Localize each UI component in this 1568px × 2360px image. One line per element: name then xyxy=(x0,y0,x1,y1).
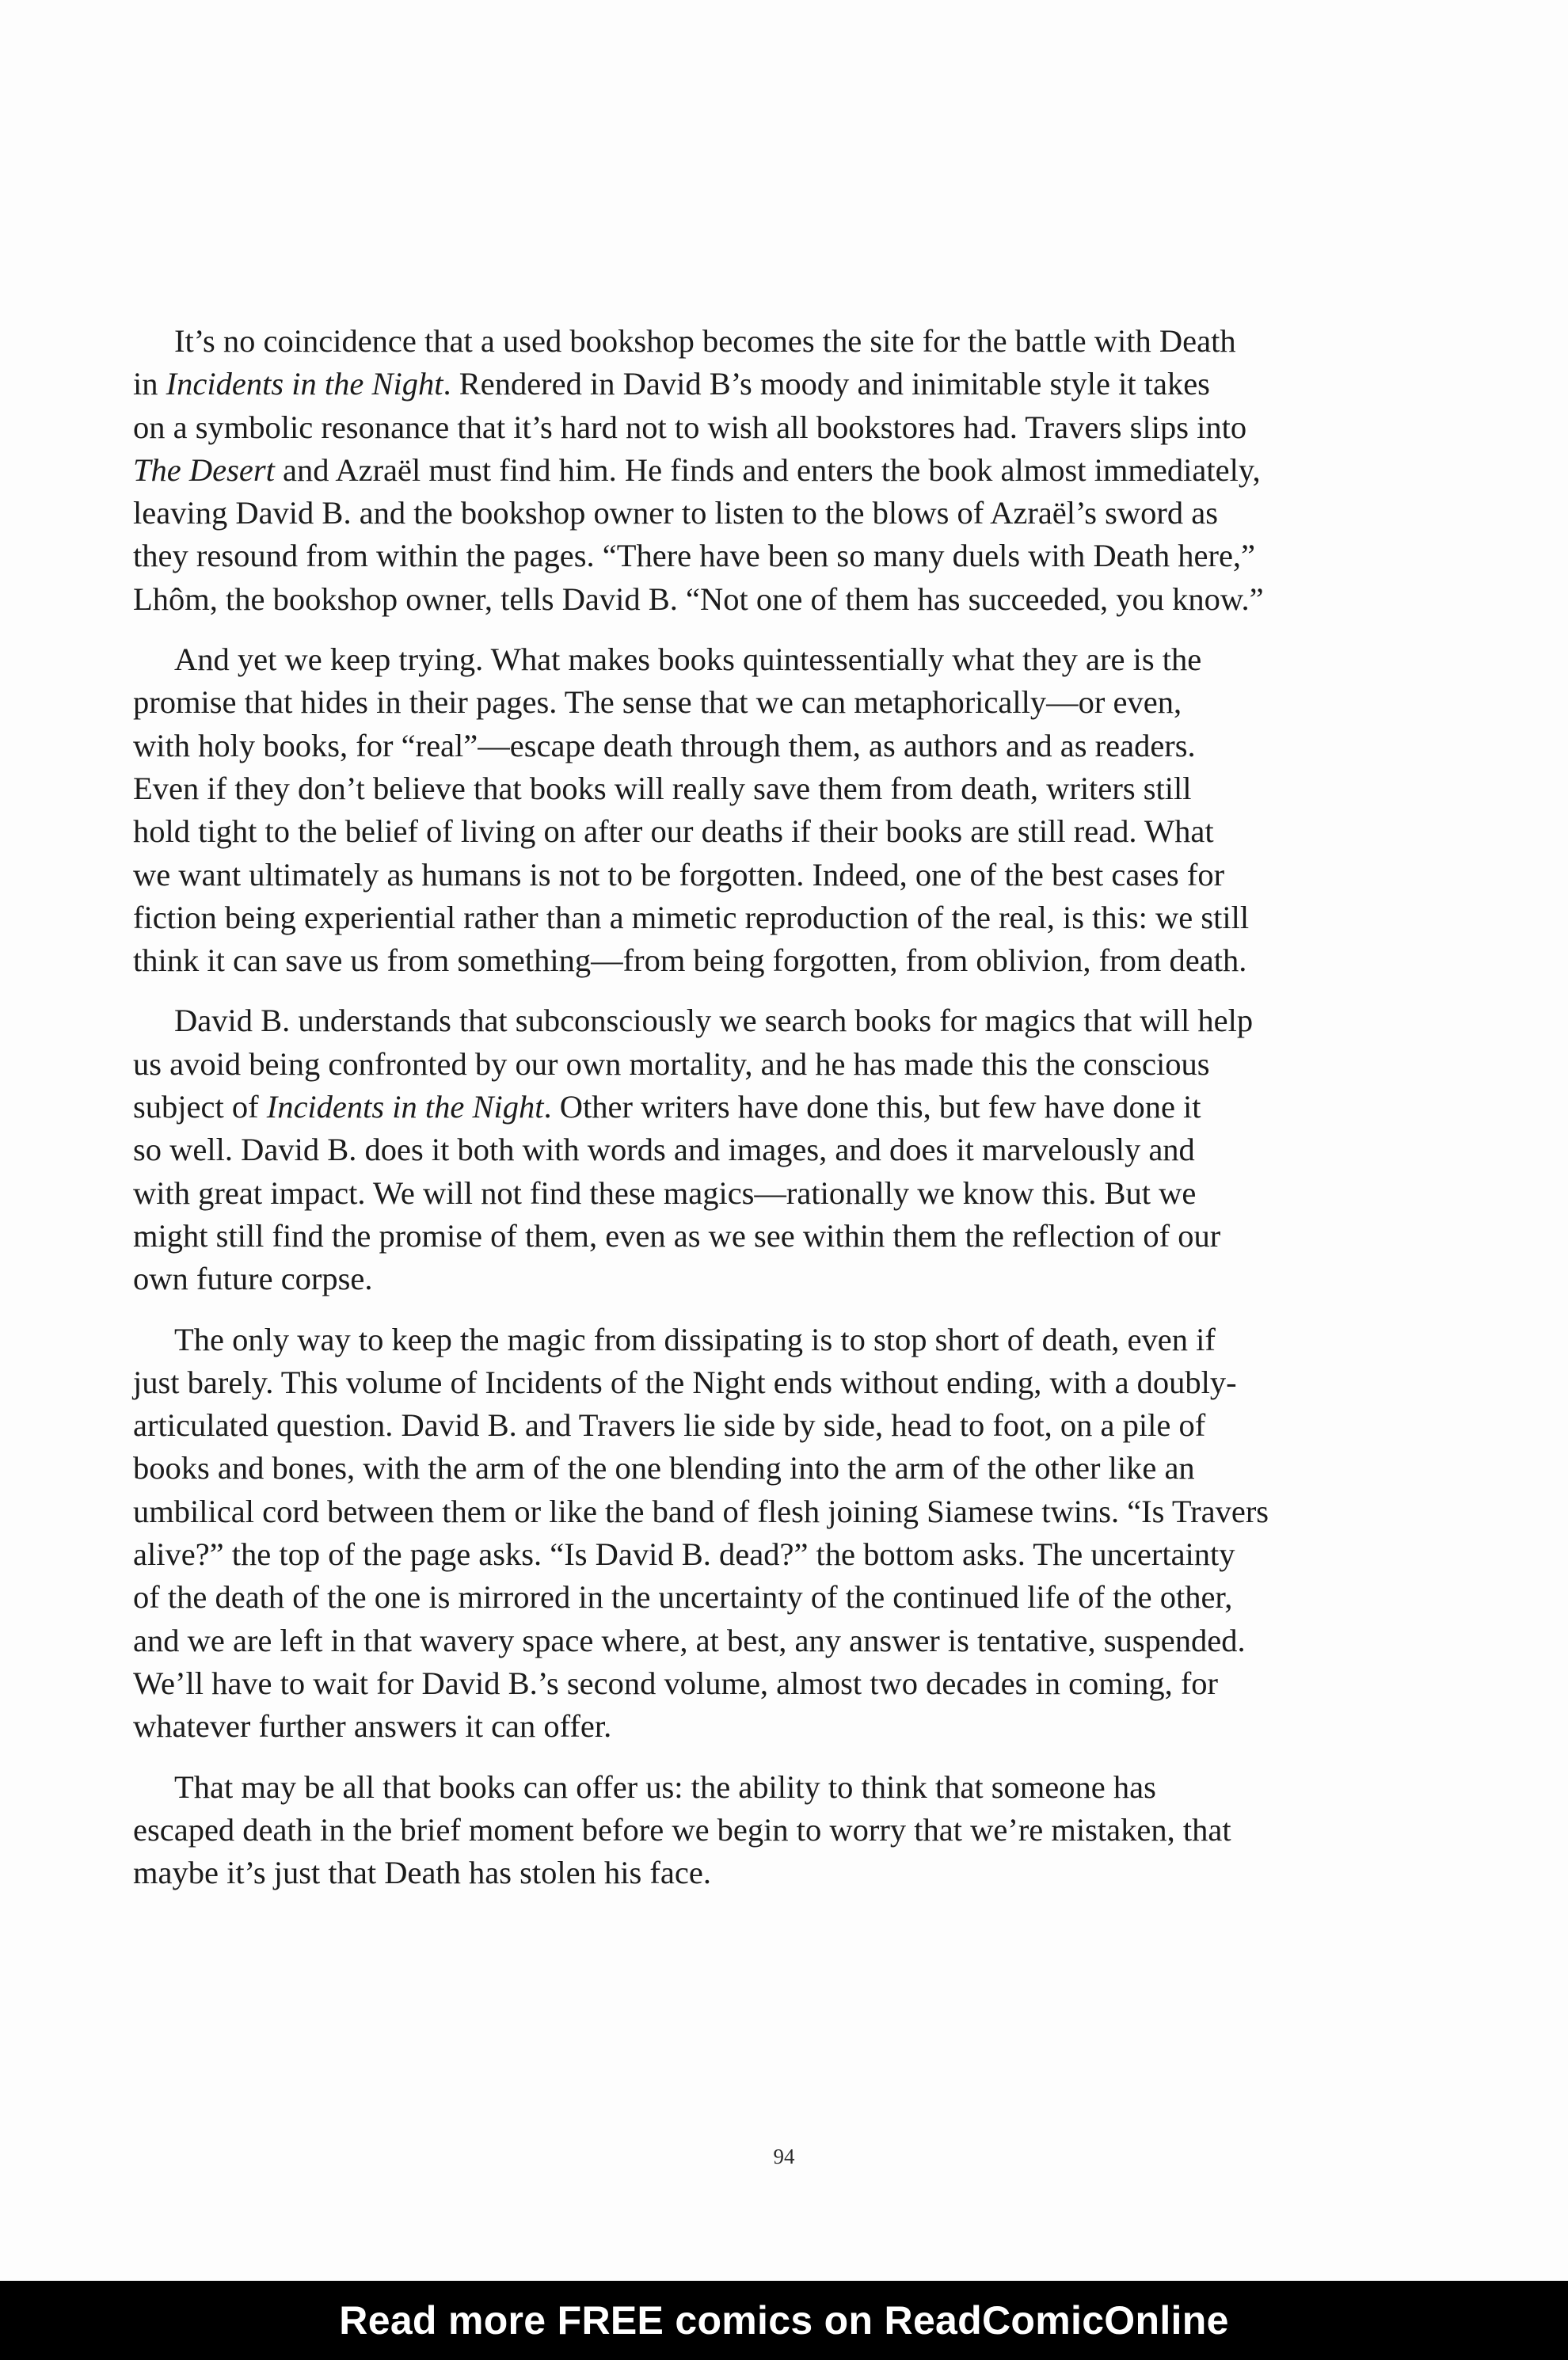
body-text xyxy=(133,320,1452,1912)
text-segment: Lhôm, the bookshop owner, tells David B. “Not one of them has succeeded, you know.” xyxy=(133,580,1264,617)
text-segment: with great impact. We will not find these magics—rationally we know this. But we xyxy=(133,1174,1197,1211)
italic-title: Incidents in the Night xyxy=(166,366,443,402)
text-segment: . Other writers have done this, but few have done it xyxy=(543,1089,1201,1125)
text-line xyxy=(133,1215,1452,1258)
text-line xyxy=(133,1576,1452,1619)
text-line xyxy=(133,1172,1452,1215)
text-line xyxy=(133,939,1452,982)
text-segment: books and bones, with the arm of the one blending into the arm of the other like an xyxy=(133,1450,1195,1486)
text-segment: on a symbolic resonance that it’s hard not to wish all bookstores had. Travers slips into xyxy=(133,409,1247,445)
text-line xyxy=(133,767,1452,810)
text-segment: The only way to keep the magic from dissipating is to stop short of death, even if xyxy=(174,1321,1216,1357)
text-segment: It’s no coincidence that a used bookshop becomes the site for the battle with Death xyxy=(174,323,1236,359)
text-line xyxy=(133,1766,1452,1809)
text-segment: and Azraël must find him. He finds and enters the book almost immediately, xyxy=(274,451,1261,488)
text-segment: leaving David B. and the bookshop owner to listen to the blows of Azraël’s sword as xyxy=(133,495,1219,531)
paragraph xyxy=(133,638,1452,982)
text-line xyxy=(133,854,1452,896)
text-segment: hold tight to the belief of living on after our deaths if their books are still read. What xyxy=(133,813,1214,850)
text-segment: with holy books, for “real”—escape death through them, as authors and as readers. xyxy=(133,727,1196,763)
text-line xyxy=(133,810,1452,853)
text-segment: they resound from within the pages. “There have been so many duels with Death here,” xyxy=(133,538,1256,574)
italic-title: The Desert xyxy=(133,451,275,488)
text-line xyxy=(133,1086,1452,1129)
text-segment: umbilical cord between them or like the band of flesh joining Siamese twins. “Is Travers xyxy=(133,1493,1269,1529)
text-line xyxy=(133,492,1452,535)
footer-banner[interactable] xyxy=(0,2281,1568,2360)
text-line xyxy=(133,1809,1452,1852)
text-segment: of the death of the one is mirrored in the uncertainty of the continued life of the other, xyxy=(133,1579,1233,1616)
text-line xyxy=(133,638,1452,681)
text-segment: David B. understands that subconsciously we search books for magics that will help xyxy=(174,1003,1254,1039)
text-segment: so well. David B. does it both with words and images, and does it marvelously and xyxy=(133,1132,1195,1168)
page-number: 94 xyxy=(773,2145,795,2168)
italic-title: Incidents in the Night xyxy=(266,1089,544,1125)
paragraph xyxy=(133,1766,1452,1895)
text-segment: Even if they don’t believe that books will really save them from death, writers still xyxy=(133,770,1192,806)
text-line xyxy=(133,1404,1452,1447)
text-segment: subject of xyxy=(133,1089,267,1125)
text-segment: us avoid being confronted by our own mortality, and he has made this the conscious xyxy=(133,1045,1210,1082)
text-segment: alive?” the top of the page asks. “Is David B. dead?” the bottom asks. The uncertainty xyxy=(133,1536,1235,1573)
text-line xyxy=(133,1662,1452,1705)
text-line xyxy=(133,681,1452,724)
text-segment: think it can save us from something—from being forgotten, from oblivion, from death. xyxy=(133,942,1247,979)
text-line xyxy=(133,1361,1452,1404)
paragraph xyxy=(133,320,1452,621)
text-segment: whatever further answers it can offer. xyxy=(133,1708,612,1745)
text-segment: in xyxy=(133,366,166,402)
text-line xyxy=(133,449,1452,492)
text-line xyxy=(133,363,1452,405)
text-segment: . Rendered in David B’s moody and inimitable style it takes xyxy=(443,366,1210,402)
text-segment: and we are left in that wavery space where, at best, any answer is tentative, suspended. xyxy=(133,1622,1246,1658)
text-segment: own future corpse. xyxy=(133,1261,373,1297)
text-segment: That may be all that books can offer us: the ability to think that someone has xyxy=(174,1768,1156,1805)
text-line xyxy=(133,896,1452,939)
text-segment: fiction being experiential rather than a mimetic reproduction of the real, is this: we still xyxy=(133,899,1250,935)
text-segment: promise that hides in their pages. The sense that we can metaphorically—or even, xyxy=(133,684,1182,721)
footer-promo-link[interactable]: Read more FREE comics on ReadComicOnline xyxy=(339,2298,1229,2343)
text-line xyxy=(133,1319,1452,1361)
text-line xyxy=(133,1258,1452,1300)
text-line xyxy=(133,1490,1452,1533)
text-segment: we want ultimately as humans is not to be forgotten. Indeed, one of the best cases for xyxy=(133,856,1225,893)
text-line xyxy=(133,1705,1452,1748)
text-line xyxy=(133,999,1452,1042)
text-line xyxy=(133,1620,1452,1662)
paragraph xyxy=(133,1319,1452,1749)
text-line xyxy=(133,578,1452,621)
text-segment: just barely. This volume of Incidents of the Night ends without ending, with a doubly- xyxy=(133,1364,1237,1400)
text-line xyxy=(133,1533,1452,1576)
text-line xyxy=(133,1447,1452,1490)
text-line xyxy=(133,406,1452,449)
text-segment: And yet we keep trying. What makes books quintessentially what they are is the xyxy=(174,641,1202,678)
text-line xyxy=(133,1043,1452,1086)
text-line xyxy=(133,1852,1452,1894)
text-line xyxy=(133,725,1452,767)
paragraph xyxy=(133,999,1452,1300)
text-segment: might still find the promise of them, even as we see within them the reflection of our xyxy=(133,1217,1221,1254)
text-line xyxy=(133,320,1452,363)
text-segment: escaped death in the brief moment before we begin to worry that we’re mistaken, that xyxy=(133,1811,1231,1848)
text-line xyxy=(133,535,1452,577)
text-line xyxy=(133,1129,1452,1171)
text-segment: maybe it’s just that Death has stolen his face. xyxy=(133,1855,711,1891)
text-segment: We’ll have to wait for David B.’s second volume, almost two decades in coming, for xyxy=(133,1665,1219,1701)
text-segment: articulated question. David B. and Travers lie side by side, head to foot, on a pile of xyxy=(133,1407,1206,1444)
